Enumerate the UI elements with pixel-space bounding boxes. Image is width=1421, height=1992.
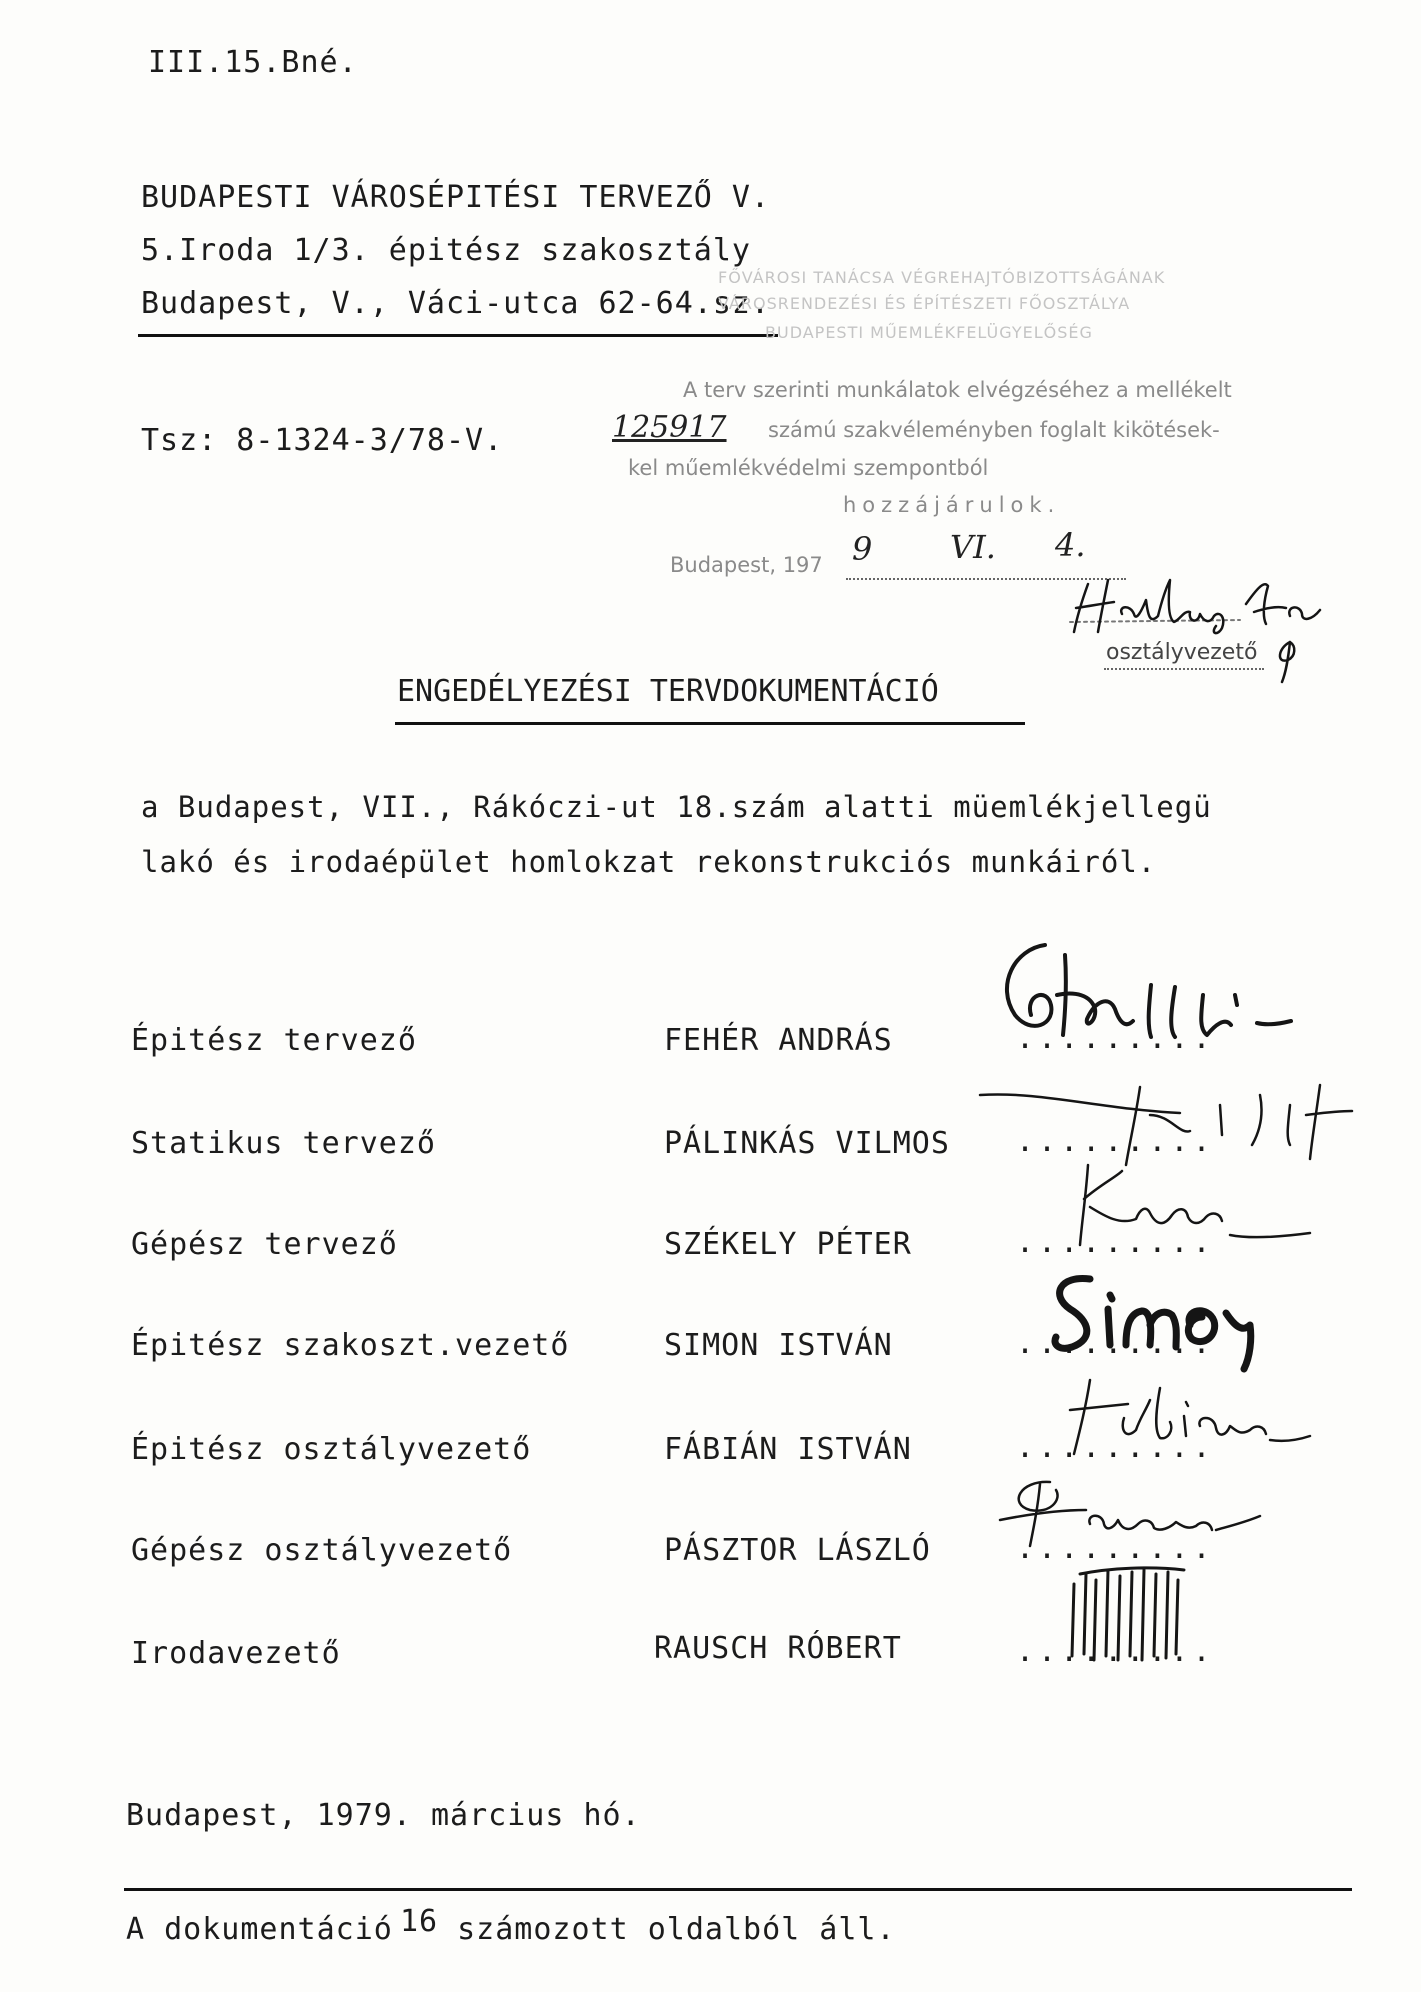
signatory-name: PÁSZTOR LÁSZLÓ [664, 1533, 931, 1568]
stamp-org-line-1: FŐVÁROSI TANÁCSA VÉGREHAJTÓBIZOTTSÁGÁNAK [718, 268, 1166, 287]
page-count-suffix: számozott oldalból áll. [438, 1912, 896, 1947]
signatory-name: PÁLINKÁS VILMOS [664, 1126, 950, 1161]
stamp-consent: hozzájárulok. [843, 493, 1061, 517]
letterhead-underline [138, 334, 778, 337]
page-count-prefix: A dokumentáció [126, 1912, 412, 1947]
reference-code: III.15.Bné. [148, 45, 358, 80]
document-title: ENGEDÉLYEZÉSI TERVDOKUMENTÁCIÓ [397, 674, 939, 709]
signature-rausch [1060, 1560, 1200, 1670]
signatory-role: Irodavezető [131, 1636, 341, 1671]
signatory-name: FÁBIÁN ISTVÁN [664, 1432, 912, 1467]
signature-line: ......... [1016, 1634, 1215, 1669]
stamp-date-day: 4. [1055, 526, 1086, 564]
stamp-date-year: 9 [852, 530, 873, 568]
file-number: Tsz: 8-1324-3/78-V. [141, 423, 504, 458]
signature-fabian [1050, 1370, 1320, 1460]
stamp-date-prefix: Budapest, 197 [670, 553, 823, 577]
stamp-role: osztályvezető [1106, 640, 1258, 665]
stamp-date-month: VI. [950, 528, 996, 566]
signatory-role: Statikus tervező [131, 1126, 436, 1161]
signature-line: ......... [1016, 1021, 1215, 1056]
stamp-org-line-2: VÁROSRENDEZÉSI ÉS ÉPÍTÉSZETI FŐOSZTÁLYA [718, 294, 1131, 313]
stamp-org-line-3: BUDAPESTI MŰEMLÉKFELÜGYELŐSÉG [765, 323, 1093, 342]
signatory-name: FEHÉR ANDRÁS [664, 1023, 893, 1058]
letterhead-line-2: 5.Iroda 1/3. épitész szakosztály [141, 233, 751, 268]
title-underline [395, 722, 1025, 725]
signatory-role: Épitész osztályvezető [131, 1432, 532, 1467]
signature-line: ......... [1016, 1124, 1215, 1159]
signatory-name: SZÉKELY PÉTER [664, 1227, 912, 1262]
signature-feher [975, 925, 1305, 1055]
signatory-name: RAUSCH RÓBERT [654, 1631, 902, 1666]
subject-line-2: lakó és irodaépület homlokzat rekonstrukciós munkáiról. [141, 845, 1157, 879]
signatory-role: Épitész szakoszt.vezető [131, 1328, 570, 1363]
page-count-note [126, 1904, 896, 1947]
stamp-text-line-3: kel műemlékvédelmi szempontból [628, 456, 989, 480]
stamp-role-underline [1104, 668, 1264, 670]
signature-line: ......... [1016, 1225, 1215, 1260]
page-count-number: 16 [399, 1904, 439, 1939]
footer-rule [124, 1888, 1352, 1891]
stamp-handwritten-number: 125917 [612, 410, 727, 445]
signatory-role: Épitész tervező [131, 1023, 417, 1058]
signature-line: ......... [1016, 1326, 1215, 1361]
signatory-role: Gépész osztályvezető [131, 1533, 513, 1568]
letterhead-line-3: Budapest, V., Váci-utca 62-64.sz. [141, 286, 771, 321]
signature-szekely [1060, 1155, 1320, 1255]
signature-pasztor [990, 1470, 1270, 1550]
signatory-role: Gépész tervező [131, 1227, 398, 1262]
stamp-official-signature [1050, 570, 1350, 640]
signature-line: ......... [1016, 1430, 1215, 1465]
signature-simon [1030, 1265, 1290, 1375]
stamp-text-line-2: számú szakvéleményben foglalt kikötések- [768, 418, 1220, 442]
stamp-text-line-1: A terv szerinti munkálatok elvégzéséhez a mellékelt [683, 378, 1232, 402]
signatory-name: SIMON ISTVÁN [664, 1328, 893, 1363]
letterhead-line-1: BUDAPESTI VÁROSÉPITÉSI TERVEZŐ V. [141, 180, 771, 215]
subject-line-1: a Budapest, VII., Rákóczi-ut 18.szám alatti müemlékjellegü [141, 790, 1212, 824]
stamp-role-paraph [1268, 634, 1308, 684]
signature-line: ......... [1016, 1531, 1215, 1566]
place-date: Budapest, 1979. március hó. [126, 1798, 641, 1833]
